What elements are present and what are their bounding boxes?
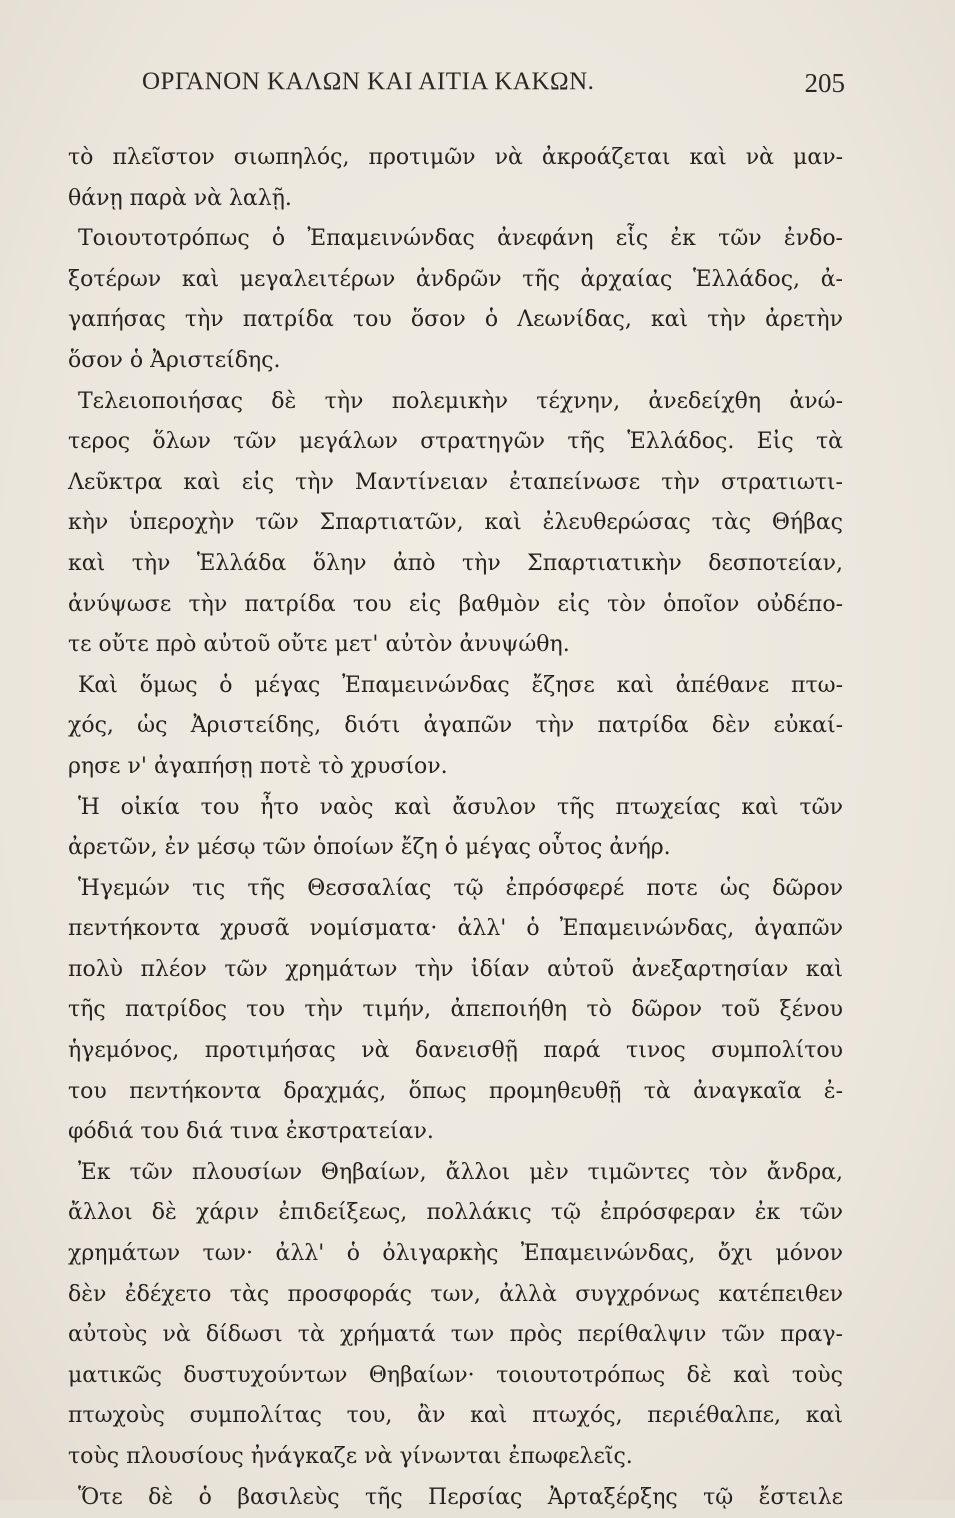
text-line: ἀνύψωσε τὴν πατρίδα του εἰς βαθμὸν εἰς τὸν ὁποῖον οὐδέπο- <box>68 591 843 617</box>
text-line: χρημάτων των· ἀλλ' ὁ ὀλιγαρκὴς Ἐπαμεινώνδας, ὄχι μόνον <box>68 1241 843 1267</box>
text-line: καὶ τὴν Ἑλλάδα ὅλην ἀπὸ τὴν Σπαρτιατικὴν δεσποτείαν, <box>68 550 843 576</box>
body-text <box>68 138 843 1518</box>
text-line: ρησε ν' ἀγαπήσῃ ποτὲ τὸ χρυσίον. <box>68 753 448 779</box>
text-line: Ἐκ τῶν πλουσίων Θηβαίων, ἄλλοι μὲν τιμῶντες τὸν ἄνδρα, <box>78 1159 843 1185</box>
text-line: Τοιουτοτρόπως ὁ Ἐπαμεινώνδας ἀνεφάνη εἷς ἐκ τῶν ἐνδο- <box>78 226 843 252</box>
text-line: Ὅτε δὲ ὁ βασιλεὺς τῆς Περσίας Ἀρταξέρξης τῷ ἔστειλε <box>78 1484 843 1510</box>
text-line: τῆς πατρίδος του τὴν τιμήν, ἀπεποιήθη τὸ δῶρον τοῦ ξένου <box>68 997 843 1023</box>
text-line: ματικῶς δυστυχούντων Θηβαίων· τοιουτοτρόπως δὲ καὶ τοὺς <box>68 1362 843 1388</box>
page-header <box>70 68 845 108</box>
text-line: ὅσον ὁ Ἀριστείδης. <box>68 347 281 373</box>
text-line: ἄλλοι δὲ χάριν ἐπιδείξεως, πολλάκις τῷ ἐπρόσφεραν ἐκ τῶν <box>68 1200 843 1226</box>
page-number: 205 <box>804 68 845 98</box>
text-line: δὲν ἐδέχετο τὰς προσφοράς των, ἀλλὰ συγχρόνως κατέπειθεν <box>68 1281 843 1307</box>
running-head: ΟΡΓΑΝΟΝ ΚΑΛΩΝ ΚΑΙ ΑΙΤΙΑ ΚΑΚΩΝ. <box>142 68 595 95</box>
text-line: Ἡ οἰκία του ἦτο ναὸς καὶ ἄσυλον τῆς πτωχείας καὶ τῶν <box>78 794 843 820</box>
text-line: πεντήκοντα χρυσᾶ νομίσματα· ἀλλ' ὁ Ἐπαμεινώνδας, ἀγαπῶν <box>68 916 843 942</box>
text-line: γαπήσας τὴν πατρίδα του ὅσον ὁ Λεωνίδας, καὶ τὴν ἀρετὴν <box>68 307 843 333</box>
text-line: τε οὔτε πρὸ αὐτοῦ οὔτε μετ' αὐτὸν ἀνυψώθη. <box>68 632 570 658</box>
text-line: ξοτέρων καὶ μεγαλειτέρων ἀνδρῶν τῆς ἀρχαίας Ἑλλάδος, ἀ- <box>68 266 843 292</box>
text-line: πολὺ πλέον τῶν χρημάτων τὴν ἰδίαν αὐτοῦ ἀνεξαρτησίαν καὶ <box>68 956 843 982</box>
text-line: ἀρετῶν, ἐν μέσῳ τῶν ὁποίων ἔζη ὁ μέγας οὗτος ἀνήρ. <box>68 835 671 861</box>
text-line: ἡγεμόνος, προτιμήσας νὰ δανεισθῇ παρά τινος συμπολίτου <box>68 1038 843 1064</box>
text-line: τερος ὅλων τῶν μεγάλων στρατηγῶν τῆς Ἑλλάδος. Εἰς τὰ <box>68 429 843 455</box>
text-line: αὐτοὺς νὰ δίδωσι τὰ χρήματά των πρὸς περίθαλψιν τῶν πραγ- <box>68 1322 843 1348</box>
text-line: Τελειοποιήσας δὲ τὴν πολεμικὴν τέχνην, ἀνεδείχθη ἀνώ- <box>78 388 843 414</box>
text-line: χός, ὡς Ἀριστείδης, διότι ἀγαπῶν τὴν πατρίδα δὲν εὐκαί- <box>68 713 843 739</box>
text-line: πτωχοὺς συμπολίτας του, ἂν καὶ πτωχός, περιέθαλπε, καὶ <box>68 1403 843 1429</box>
text-line: Λεῦκτρα καὶ εἰς τὴν Μαντίνειαν ἐταπείνωσε τὴν στρατιωτι- <box>68 469 843 495</box>
text-line: κὴν ὑπεροχὴν τῶν Σπαρτιατῶν, καὶ ἐλευθερώσας τὰς Θήβας <box>68 510 843 536</box>
text-line: Καὶ ὅμως ὁ μέγας Ἐπαμεινώνδας ἔζησε καὶ ἀπέθανε πτω- <box>78 672 843 698</box>
text-line: φόδιά του διά τινα ἐκστρατείαν. <box>68 1119 434 1145</box>
text-line: Ἡγεμών τις τῆς Θεσσαλίας τῷ ἐπρόσφερέ ποτε ὡς δῶρον <box>78 875 843 901</box>
text-line: τὸ πλεῖστον σιωπηλός, προτιμῶν νὰ ἀκροάζεται καὶ νὰ μαν- <box>68 145 843 170</box>
text-line: του πεντήκοντα δραχμάς, ὅπως προμηθευθῇ τὰ ἀναγκαῖα ἐ- <box>68 1078 843 1104</box>
text-line: τοὺς πλουσίους ἠνάγκαζε νὰ γίνωνται ἐπωφελεῖς. <box>68 1444 633 1469</box>
text-line: θάνῃ παρὰ νὰ λαλῇ. <box>68 185 292 211</box>
